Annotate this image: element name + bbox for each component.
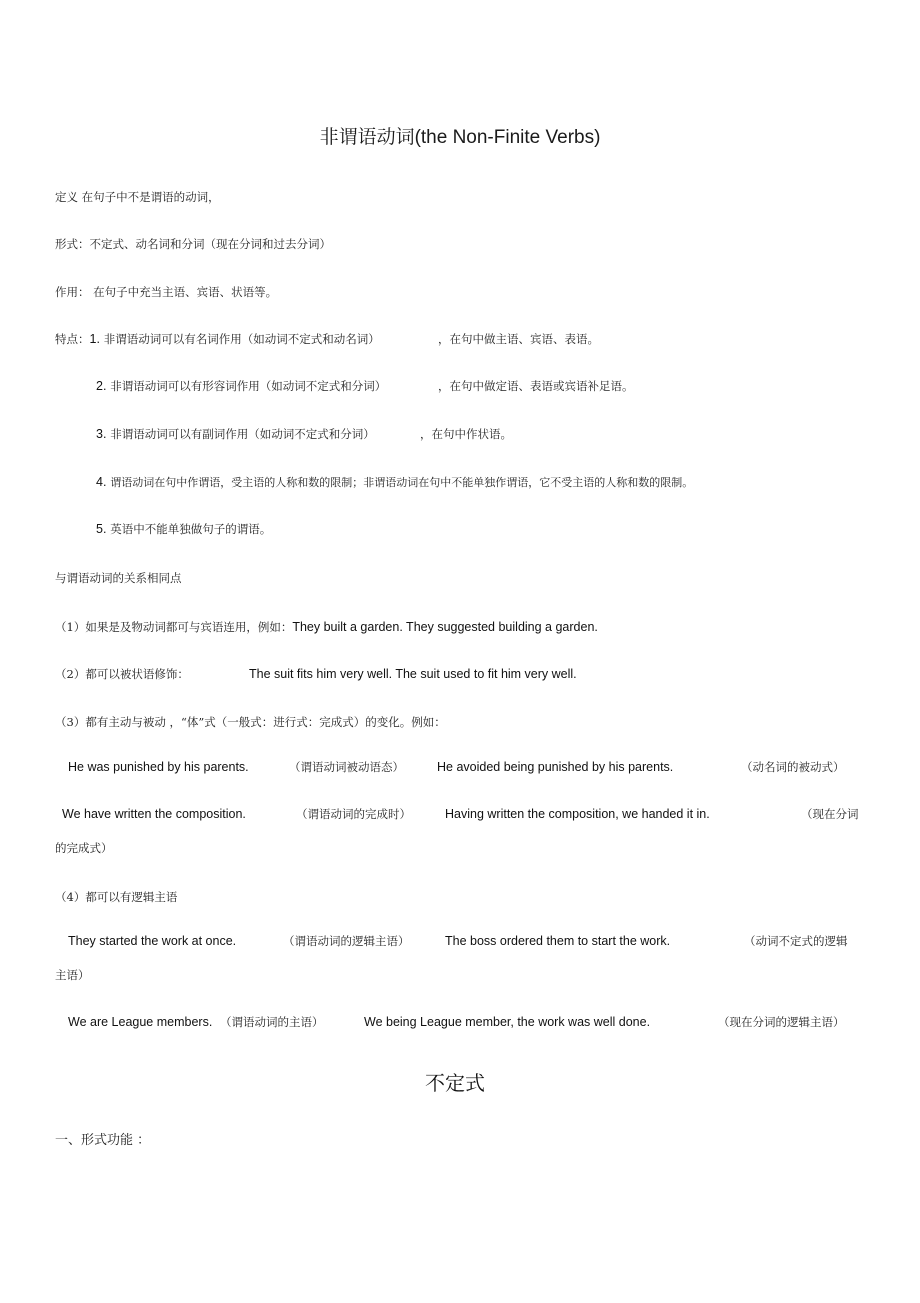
- example-en-2: He avoided being punished by his parents.: [437, 760, 674, 774]
- document-title: 非谓语动词(the Non-Finite Verbs): [319, 127, 601, 148]
- feature-tail: ，在句中作状语。: [420, 427, 512, 441]
- example-en-1: He was punished by his parents.: [68, 760, 249, 774]
- example-cn-2: （动名词的被动式）: [741, 760, 845, 774]
- relation-heading: 与谓语动词的关系相同点: [55, 571, 182, 585]
- feature-text: 非谓语动词可以有副词作用（如动词不定式和分词）: [110, 427, 375, 441]
- feature-tail: ，在句中做主语、宾语、表语。: [438, 332, 599, 346]
- example-en-1: They started the work at once.: [68, 934, 237, 948]
- feature-tail: ，在句中做定语、表语或宾语补足语。: [438, 379, 634, 393]
- point-label: （2）都可以被状语修饰：: [55, 667, 189, 681]
- example-wrap: 的完成式）: [55, 841, 113, 855]
- feature-number: 5.: [96, 522, 107, 536]
- function-line: 作用： 在句子中充当主语、宾语、状语等。: [55, 285, 278, 299]
- feature-item-1: [55, 331, 599, 347]
- feature-text: 谓语动词在句中作谓语，受主语的人称和数的限制；非谓语动词在句中不能单独作谓语，它不受主语的人称和数的限制。: [110, 476, 694, 489]
- feature-text: 英语中不能单独做句子的谓语。: [110, 522, 272, 536]
- feature-item-2: [96, 378, 634, 394]
- example-cn-2: （现在分词的逻辑主语）: [718, 1015, 845, 1029]
- forms-line: 形式：不定式、动名词和分词（现在分词和过去分词）: [55, 237, 331, 251]
- point-1: [55, 619, 598, 635]
- feature-number: 3.: [96, 427, 107, 441]
- example-cn-1: （谓语动词被动语态）: [289, 760, 404, 774]
- example-en-2: Having written the composition, we handed it in.: [445, 807, 710, 821]
- section-heading: 不定式: [425, 1071, 485, 1095]
- feature-number: 4.: [96, 475, 107, 489]
- feature-item-4: [96, 474, 693, 491]
- point-2: [55, 666, 905, 682]
- feature-number: 2.: [96, 379, 107, 393]
- point-4: （4）都可以有逻辑主语: [55, 890, 178, 904]
- example-en-2: We being League member, the work was well done.: [364, 1015, 651, 1029]
- point-example: The suit fits him very well. The suit used to fit him very well.: [249, 667, 577, 681]
- point-label: （1）如果是及物动词都可与宾语连用，例如：: [55, 620, 293, 634]
- example-en-1: We have written the composition.: [62, 807, 246, 821]
- example-cn-2: （现在分词: [801, 807, 859, 821]
- feature-item-3: [96, 426, 512, 442]
- example-cn-1: （谓语动词的逻辑主语）: [283, 934, 410, 948]
- example-wrap: 主语）: [55, 968, 90, 982]
- feature-number: 1.: [89, 332, 100, 346]
- point-example: They built a garden. They suggested building a garden.: [292, 620, 598, 634]
- feature-text: 非谓语动词可以有形容词作用（如动词不定式和分词）: [110, 379, 387, 393]
- features-label: 特点：: [55, 332, 90, 346]
- feature-item-5: [96, 521, 271, 537]
- feature-text: 非谓语动词可以有名词作用（如动词不定式和动名词）: [103, 332, 380, 346]
- definition-line: 定义 在句子中不是谓语的动词，: [55, 190, 220, 204]
- example-cn-1: （谓语动词的完成时）: [296, 807, 411, 821]
- example-en-2: The boss ordered them to start the work.: [445, 934, 671, 948]
- example-en-1: We are League members.: [68, 1015, 213, 1029]
- example-cn-1: （谓语动词的主语）: [220, 1015, 324, 1029]
- subsection-heading: 一、形式功能 ：: [55, 1133, 151, 1148]
- point-3: （3）都有主动与被动 ，“体”式（一般式：进行式：完成式）的变化。例如：: [55, 715, 446, 729]
- example-cn-2: （动词不定式的逻辑: [744, 934, 848, 948]
